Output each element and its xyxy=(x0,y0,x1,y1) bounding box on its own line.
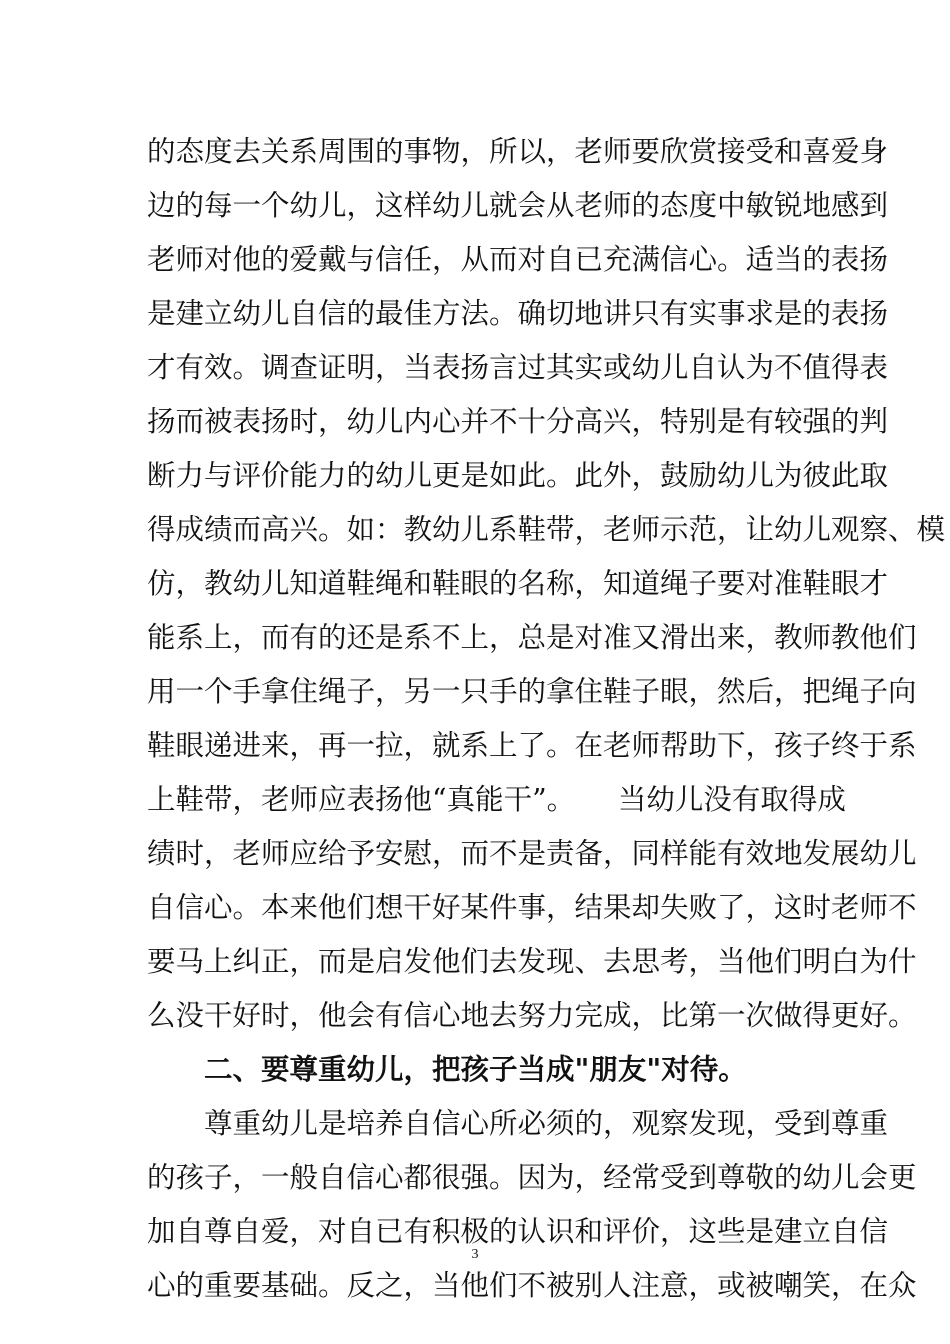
body-text-line: 边的每一个幼儿，这样幼儿就会从老师的态度中敏锐地感到 xyxy=(147,189,889,222)
body-text-line: 用一个手拿住绳子，另一只手的拿住鞋子眼，然后，把绳子向 xyxy=(147,675,917,708)
body-text-line: 才有效。调查证明，当表扬言过其实或幼儿自认为不值得表 xyxy=(147,351,889,384)
body-text-line: 是建立幼儿自信的最佳方法。确切地讲只有实事求是的表扬 xyxy=(147,297,889,330)
body-text-line: 心的重要基础。反之，当他们不被别人注意，或被嘲笑，在众 xyxy=(147,1269,917,1302)
body-text-line: 老师对他的爱戴与信任，从而对自已充满信心。适当的表扬 xyxy=(147,243,889,276)
body-text-line: 能系上，而有的还是系不上，总是对准又滑出来，教师教他们 xyxy=(147,621,917,654)
body-text-line: 么没干好时，他会有信心地去努力完成，比第一次做得更好。 xyxy=(147,999,917,1032)
body-text-line: 断力与评价能力的幼儿更是如此。此外，鼓励幼儿为彼此取 xyxy=(147,459,889,492)
body-text-line: 加自尊自爱，对自已有积极的认识和评价，这些是建立自信 xyxy=(147,1215,889,1248)
body-text-line: 鞋眼递进来，再一拉，就系上了。在老师帮助下，孩子终于系 xyxy=(147,729,917,762)
body-text-line: 的态度去关系周围的事物，所以，老师要欣赏接受和喜爱身 xyxy=(147,135,889,168)
page-number: 3 xyxy=(471,1247,479,1262)
body-text-line: 尊重幼儿是培养自信心所必须的，观察发现，受到尊重 xyxy=(204,1107,889,1140)
body-text-line: 上鞋带，老师应表扬他“真能干”。 当幼儿没有取得成 xyxy=(147,783,846,816)
section-heading: 二、要尊重幼儿，把孩子当成"朋友"对待。 xyxy=(204,1053,747,1086)
body-text-line: 仿，教幼儿知道鞋绳和鞋眼的名称，知道绳子要对准鞋眼才 xyxy=(147,567,889,600)
body-text-line: 要马上纠正，而是启发他们去发现、去思考，当他们明白为什 xyxy=(147,945,917,978)
body-text-line: 扬而被表扬时，幼儿内心并不十分高兴，特别是有较强的判 xyxy=(147,405,889,438)
body-text-line: 自信心。本来他们想干好某件事，结果却失败了，这时老师不 xyxy=(147,891,917,924)
body-text-line: 绩时，老师应给予安慰，而不是责备，同样能有效地发展幼儿 xyxy=(147,837,917,870)
body-text-line: 的孩子，一般自信心都很强。因为，经常受到尊敬的幼儿会更 xyxy=(147,1161,917,1194)
body-text-line: 得成绩而高兴。如：教幼儿系鞋带，老师示范，让幼儿观察、模 xyxy=(147,513,946,546)
